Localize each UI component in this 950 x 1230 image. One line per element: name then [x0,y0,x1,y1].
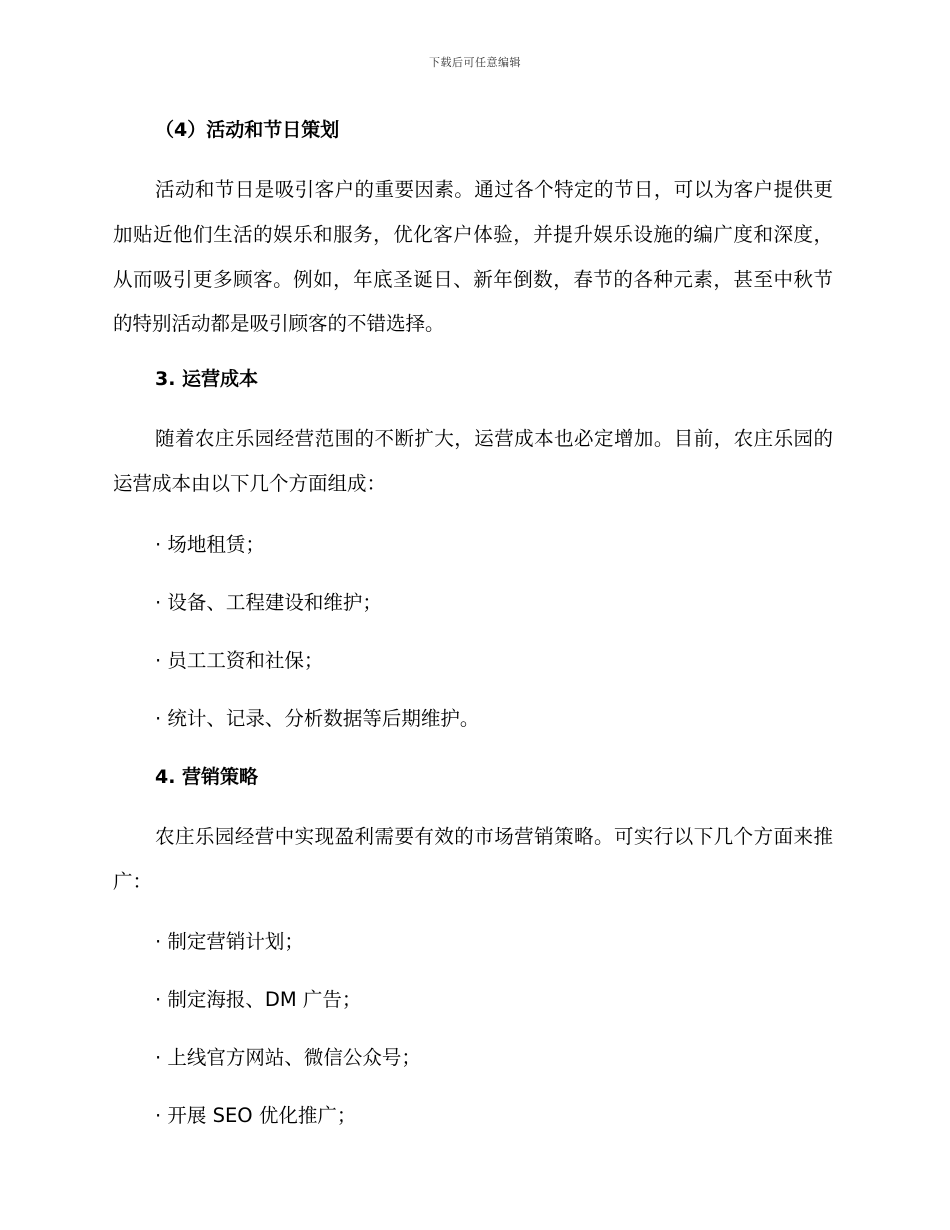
list-item: · 员工工资和社保； [155,648,324,672]
section-heading-activities: （4）活动和节日策划 [155,119,340,141]
section-heading-marketing: 4. 营销策略 [155,765,259,788]
paragraph-operating-cost: 随着农庄乐园经营范围的不断扩大，运营成本也必定增加。目前，农庄乐园的运营成本由以下几个方面组成： [113,427,833,495]
list-item: · 制定营销计划； [155,930,304,954]
list-item: · 上线官方网站、微信公众号； [155,1046,421,1070]
document-body [113,112,833,1134]
list-item: · 制定海报、DM 广告； [155,988,362,1012]
page-header: 下载后可任意编辑 [429,56,521,69]
list-item: · 统计、记录、分析数据等后期维护。 [155,706,480,730]
list-item: · 场地租赁； [155,532,265,556]
section-heading-operating-cost: 3. 运营成本 [155,368,259,391]
paragraph-activities: 活动和节日是吸引客户的重要因素。通过各个特定的节日，可以为客户提供更加贴近他们生活的娱乐和服务，优化客户体验，并提升娱乐设施的编广度和深度，从而吸引更多顾客。例如，年底圣诞日、新年倒数，春节的各种元素，甚至中秋节的特别活动都是吸引顾客的不错选择。 [113,178,833,336]
paragraph-marketing: 农庄乐园经营中实现盈利需要有效的市场营销策略。可实行以下几个方面来推广： [113,824,833,893]
list-item: · 设备、工程建设和维护； [155,590,382,614]
list-item: · 开展 SEO 优化推广； [155,1104,357,1128]
